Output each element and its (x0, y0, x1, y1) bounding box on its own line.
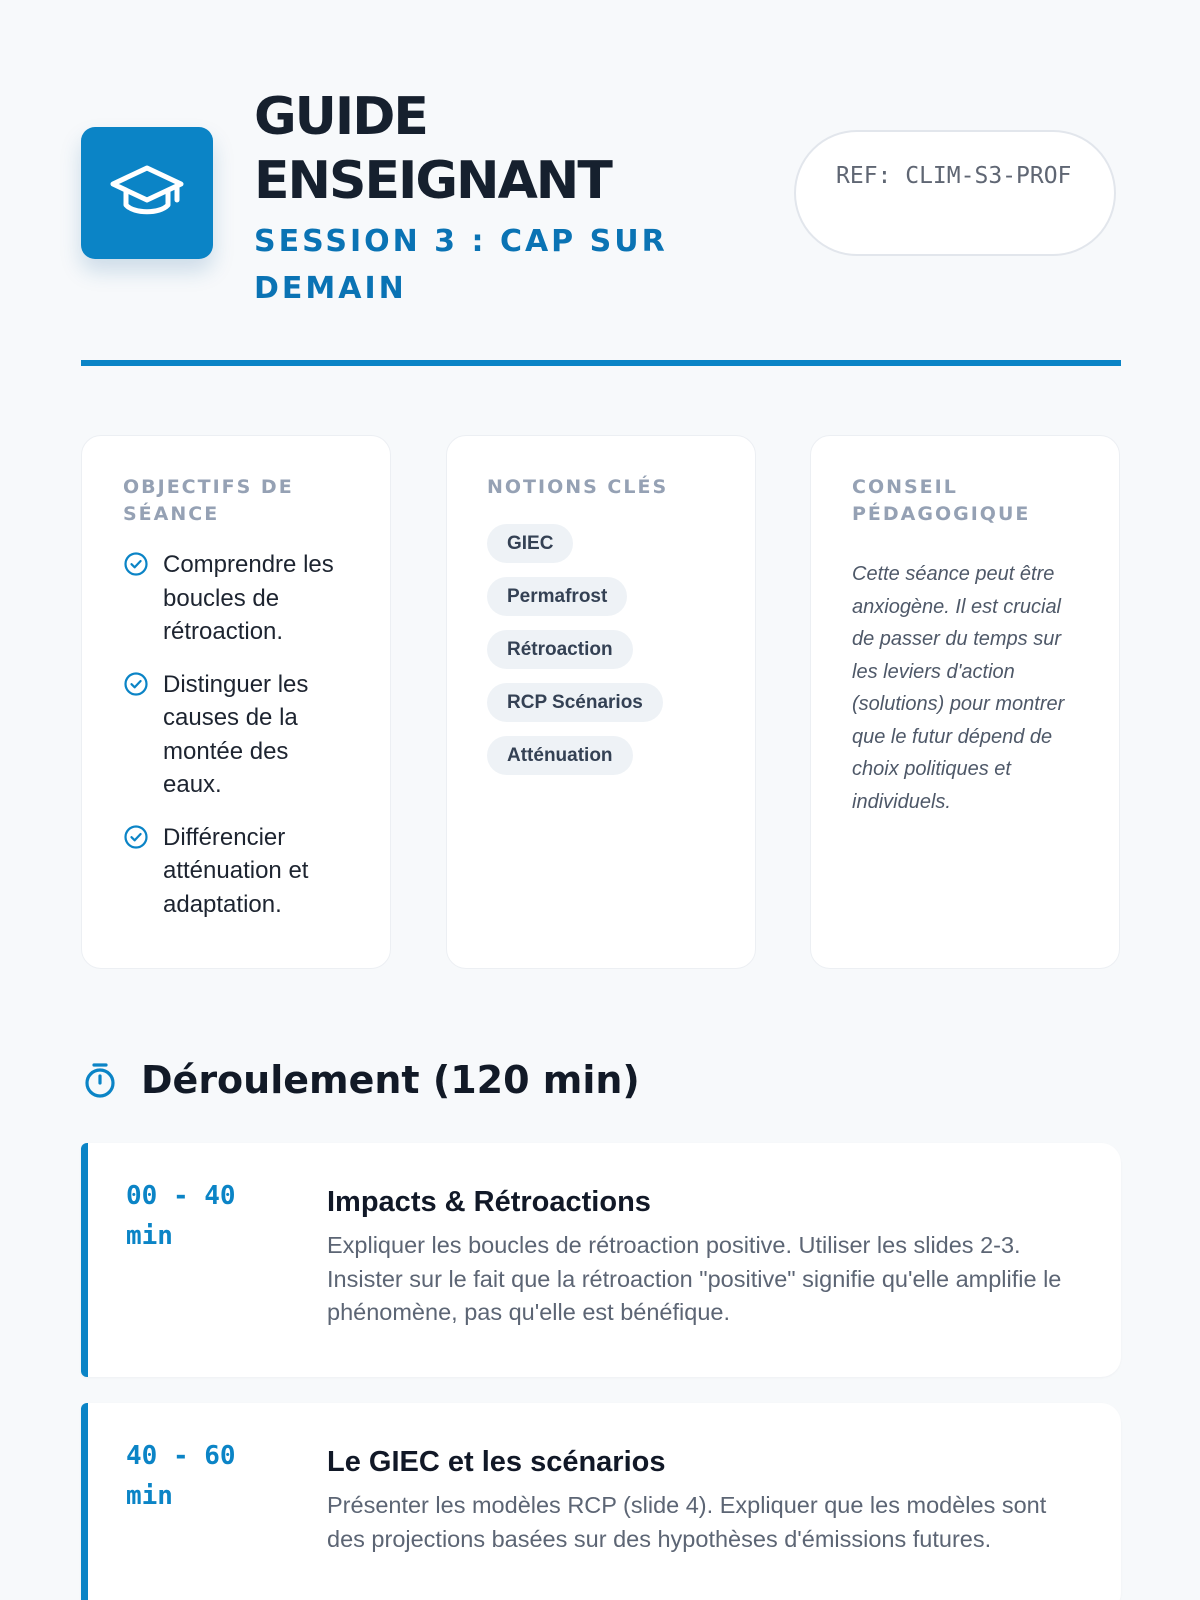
stopwatch-icon (81, 1060, 119, 1100)
objectives-label: OBJECTIFS DE SÉANCE (123, 476, 294, 525)
pedagogical-advice-card (810, 435, 1120, 969)
step-body (327, 1183, 1087, 1330)
key-notions-label: NOTIONS CLÉS (487, 476, 669, 498)
check-circle-icon (123, 551, 149, 577)
objective-item (123, 668, 350, 802)
step-description: Présenter les modèles RCP (slide 4). Expliquer que les modèles sont des projections basées sur des hypothèses d'émissions futures. (327, 1492, 1047, 1552)
page-title (254, 85, 694, 213)
objective-text: Comprendre les boucles de rétroaction. (163, 551, 334, 645)
tag-row (487, 577, 715, 630)
objective-text: Différencier atténuation et adaptation. (163, 823, 309, 918)
page-title-line-2: ENSEIGNANT (254, 151, 611, 211)
tag-row (487, 630, 715, 683)
schedule-step (81, 1143, 1121, 1377)
objective-item (123, 821, 350, 922)
step-time: 00 - 40 min (126, 1181, 236, 1251)
graduation-cap-icon (109, 164, 185, 222)
step-time: 40 - 60 min (126, 1441, 236, 1511)
objective-text: Distinguer les causes de la montée des eaux. (163, 670, 309, 798)
header-divider (81, 360, 1121, 366)
notion-tag-permafrost: Permafrost (487, 577, 627, 616)
notion-tag-retroaction: Rétroaction (487, 630, 633, 669)
objectives-card (81, 435, 391, 969)
check-circle-icon (123, 824, 149, 850)
step-title: Impacts & Rétroactions (327, 1186, 651, 1218)
schedule-heading-row (81, 1050, 640, 1110)
tag-row (487, 736, 715, 789)
objectives-list (123, 548, 350, 921)
pedagogical-advice-label: CONSEIL PÉDAGOGIQUE (852, 476, 1031, 525)
step-title: Le GIEC et les scénarios (327, 1446, 666, 1478)
notion-tag-rcp: RCP Scénarios (487, 683, 663, 722)
tag-row (487, 524, 715, 577)
page-title-line-1: GUIDE (254, 87, 427, 147)
logo-badge (81, 127, 213, 259)
tag-row (487, 683, 715, 736)
key-notions-card (446, 435, 756, 969)
step-description: Expliquer les boucles de rétroaction positive. Utiliser les slides 2-3. Insister sur le fait que la rétroaction "positive" signifie qu'elle amplifie le phénomène, pas qu'elle est bénéfique. (327, 1232, 1062, 1325)
notion-tag-attenuation: Atténuation (487, 736, 633, 775)
title-block (254, 85, 694, 312)
page-subtitle: SESSION 3 : CAP SUR DEMAIN (254, 224, 668, 306)
schedule-heading: Déroulement (120 min) (141, 1058, 640, 1102)
objective-item (123, 548, 350, 649)
notion-tag-giec: GIEC (487, 524, 573, 563)
step-body (327, 1443, 1087, 1556)
page-header (81, 85, 1121, 305)
schedule-step (81, 1403, 1121, 1600)
key-notions-tags (487, 524, 715, 789)
pedagogical-advice-text: Cette séance peut être anxiogène. Il est crucial de passer du temps sur les leviers d'action (solutions) pour montrer que le futur dépend de choix politiques et individuels. (852, 563, 1065, 813)
check-circle-icon (123, 671, 149, 697)
reference-badge: REF: CLIM-S3-PROF (794, 130, 1116, 256)
